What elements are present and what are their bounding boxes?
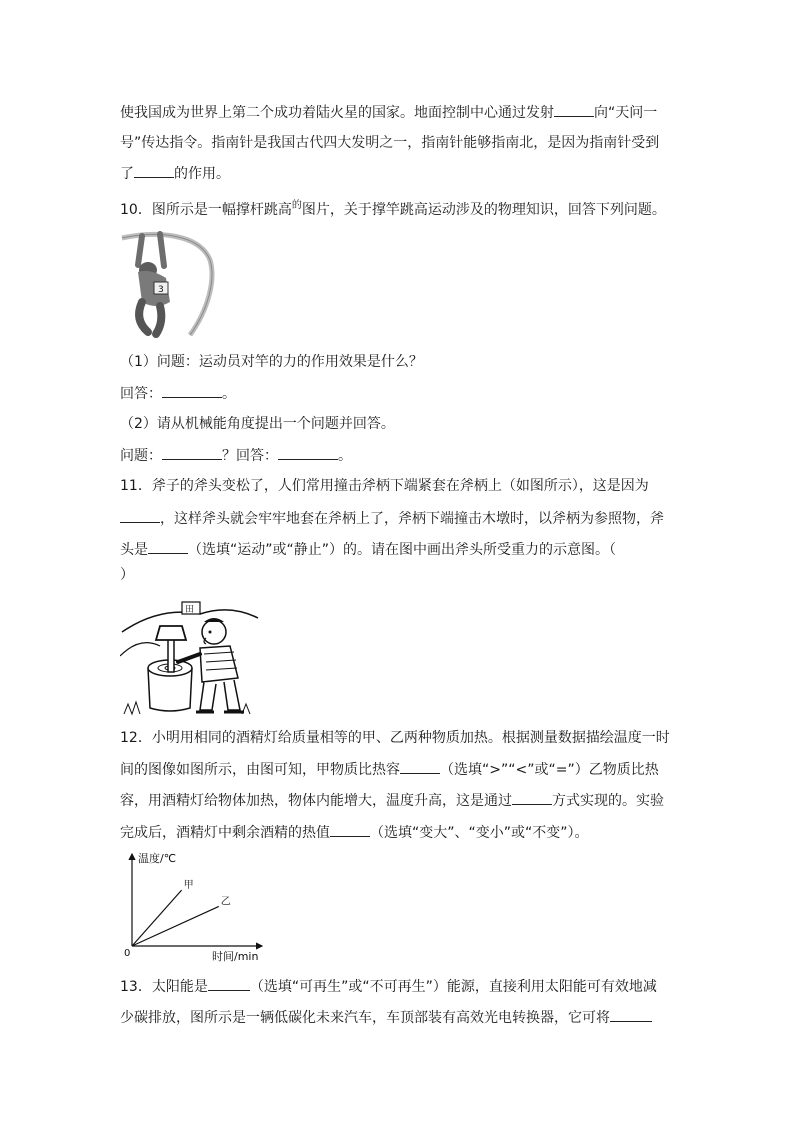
q11-line-4: ）	[120, 567, 134, 583]
answer-blank	[554, 102, 594, 117]
answer-blank	[278, 445, 338, 460]
q10-text: 问题：	[120, 448, 162, 464]
q10-text: 。	[222, 386, 236, 402]
q12-line-1: 12．小明用相同的酒精灯给质量相等的甲、乙两种物质加热。根据测量数据描绘温度一时	[120, 730, 670, 746]
q10-text: 10．图所示是一幅撑杆跳高	[120, 202, 292, 218]
q12-line-2	[120, 759, 680, 780]
q10-text: 图片，关于撑竿跳高运动涉及的物理知识，回答下列问题。	[301, 202, 666, 218]
q13-line-2	[120, 1007, 680, 1028]
series-label-1: 乙	[220, 896, 231, 908]
q13-text: （选填“可再生”或“不可再生”）能源，直接利用太阳能可有效地减	[249, 979, 657, 995]
q9-line-3	[120, 163, 680, 184]
origin-label: 0	[124, 948, 131, 959]
q10-sub-2: （2）请从机械能角度提出一个问题并回答。	[120, 416, 395, 432]
house-label: 田	[185, 605, 195, 615]
q12-text: 方式实现的。实验	[552, 793, 664, 809]
answer-blank	[610, 1007, 652, 1022]
q11-text: 头是	[120, 542, 148, 558]
q9-text: 向“天问一	[594, 105, 658, 121]
bib-number: 3	[158, 285, 164, 295]
q10-sub-1: （1）问题：运动员对竿的力的作用效果是什么？	[120, 354, 423, 370]
q10-answer-1	[120, 383, 680, 404]
answer-blank	[208, 976, 250, 991]
q12-text: 完成后，酒精灯中剩余酒精的热值	[120, 825, 330, 841]
series-label-0: 甲	[183, 880, 194, 892]
series-line-1	[132, 906, 219, 946]
q9-line-1	[120, 102, 680, 123]
q12-line-4	[120, 822, 680, 843]
q9-text: 的作用。	[174, 166, 230, 182]
q10-superscript: 的	[291, 200, 302, 211]
q13-text: 少碳排放，图所示是一辆低碳化未来汽车，车顶部装有高效光电转换器，它可将	[120, 1010, 610, 1026]
answer-blank	[512, 790, 552, 805]
answer-blank	[162, 445, 222, 460]
q10-text: ？回答：	[222, 448, 278, 464]
q9-line-2: 号”传达指令。指南针是我国古代四大发明之一，指南针能够指南北，是因为指南针受到	[120, 135, 660, 151]
x-axis-label: 时间/min	[212, 950, 259, 963]
q10-text: 回答：	[120, 386, 162, 402]
q11-text: （选填“运动”或“静止”）的。请在图中画出斧头所受重力的示意图。（	[188, 542, 617, 558]
answer-blank	[400, 759, 440, 774]
q11-line-1: 11．斧子的斧头变松了，人们常用撞击斧柄下端紧套在斧柄上（如图所示），这是因为	[120, 478, 649, 494]
q11-line-3	[120, 539, 680, 560]
q9-text: 了	[120, 166, 134, 182]
q13-line-1	[120, 976, 680, 997]
axe-cartoon-image	[120, 596, 260, 720]
answer-blank	[120, 508, 160, 523]
q9-text: 使我国成为世界上第二个成功着陆火星的国家。地面控制中心通过发射	[120, 105, 554, 121]
pole-vault-image	[120, 230, 220, 340]
temperature-time-chart	[118, 848, 268, 966]
y-axis-label: 温度/℃	[138, 852, 177, 865]
series-line-0	[132, 890, 182, 946]
q11-text: ，这样斧头就会牢牢地套在斧柄上了，斧柄下端撞击木墩时，以斧柄为参照物，斧	[160, 511, 664, 527]
q13-text: 13．太阳能是	[120, 979, 208, 995]
q12-text: （选填“>”“<”或“=”）乙物质比热	[440, 762, 659, 778]
q10-answer-2	[120, 445, 680, 466]
answer-blank	[148, 539, 188, 554]
q12-text: （选填“变大”、“变小”或“不变”）。	[370, 825, 589, 841]
answer-blank	[162, 383, 222, 398]
q12-text: 间的图像如图所示，由图可知，甲物质比热容	[120, 762, 400, 778]
q11-line-2	[120, 508, 680, 529]
q10-stem	[120, 200, 680, 222]
q10-text: 。	[338, 448, 352, 464]
answer-blank	[330, 822, 370, 837]
q12-line-3	[120, 790, 680, 811]
answer-blank	[134, 163, 174, 178]
q12-text: 容，用酒精灯给物体加热，物体内能增大，温度升高，这是通过	[120, 793, 512, 809]
